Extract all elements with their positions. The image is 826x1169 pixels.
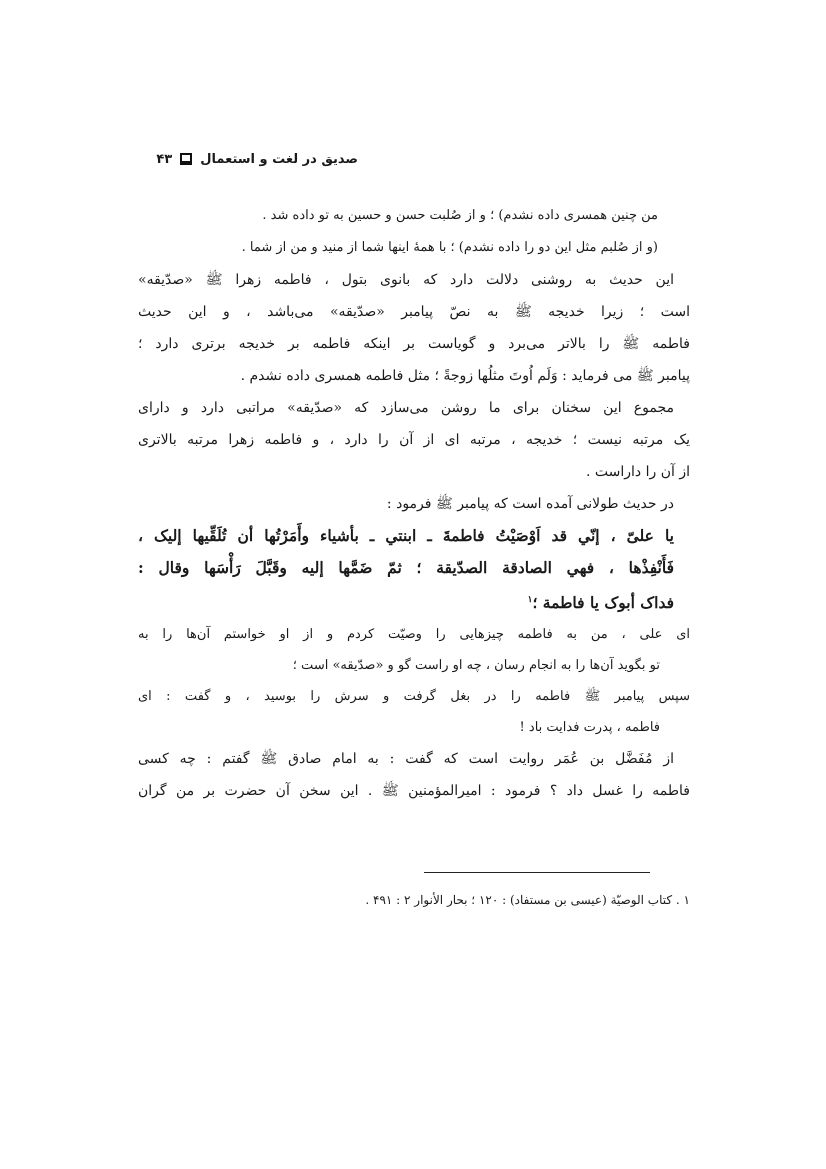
arabic-quote-text: فداک أبوک يا فاطمة ؛ [532, 593, 674, 613]
text-line: مجموع این سخنان برای ما روشن می‌سازد که «صدّیقه» مراتبی دارد و دارای [138, 400, 674, 416]
header-title: صدیق در لغت و استعمال [200, 151, 358, 167]
page-number: ۴۳ [156, 151, 173, 167]
arabic-quote-line [138, 584, 690, 619]
text-line: پیامبر ﷺ می فرماید : وَلَم اُوتَ مثلُها زوجةً ؛ مثل فاطمه همسری داده نشدم . [240, 368, 690, 384]
text-line: است ؛ زیرا خدیجه ﷺ به نصّ پیامبر «صدّیقه» می‌باشد ، و این حدیث [138, 304, 690, 320]
text-line: من چنین همسری داده نشدم) ؛ و از صُلبت حسن و حسین به تو داده شد . [262, 208, 658, 223]
footnote: ۱ . کتاب الوصیّة (عیسی بن مستفاد) : ۱۲۰ ؛ بحار الأنوار ۲ : ۴۹۱ . [365, 893, 690, 907]
text-line: از مُفَضَّل بن عُمَر روایت است که گفت : به امام صادق ﷺ گفتم : چه کسی [138, 751, 674, 768]
arabic-quote-line: فَأَنْفِذْها ، فهي الصادقة الصدّيقة ؛ ثمّ ضَمَّها إليه وقَبَّلَ رَأْسَها وقال : [138, 558, 674, 577]
text-line: از آن را داراست . [586, 464, 690, 480]
translation-line: تو بگوید آن‌ها را به انجام رسان ، چه او راست گو و «صدّیقه» است ؛ [292, 658, 660, 674]
footnote-divider [424, 872, 650, 873]
translation-line: سپس پیامبر ﷺ فاطمه را در بغل گرفت و سرش را بوسید ، و گفت : ای [138, 689, 690, 705]
text-line: فاطمه ﷺ را بالاتر می‌برد و گویاست بر اینکه فاطمه بر خدیجه برتری دارد ؛ [138, 336, 690, 352]
main-text [138, 200, 690, 807]
text-line: این حدیث به روشنی دلالت دارد که بانوی بتول ، فاطمه زهرا ﷺ «صدّیقه» [138, 272, 674, 288]
text-line: یک مرتبه نیست ؛ خدیجه ، مرتبه ای از آن را دارد ، و فاطمه زهرا مرتبه بالاتری [138, 432, 690, 448]
running-header [138, 146, 358, 172]
translation-line: ای علی ، من به فاطمه چیزهایی را وصیّت کردم و از او خواستم آن‌ها را به [138, 627, 690, 643]
translation-line: فاطمه ، پدرت فدایت باد ! [519, 720, 660, 736]
footnote-reference: ۱ [527, 595, 533, 605]
text-line: در حدیث طولانی آمده است که پیامبر ﷺ فرمود : [386, 496, 674, 512]
arabic-quote-line: یا علیّ ، إنّي قد اَوْصَیْتُ فاطمةَ ـ ابنتي ـ بأشياء وأَمَرْتُها أن تُلَقِّيها إليک ، [138, 526, 674, 545]
text-line: (و از صُلبم مثل این دو را داده نشدم) ؛ با همهٔ اینها شما از منید و من از شما . [241, 240, 658, 255]
square-ornament-icon [180, 153, 192, 165]
text-line: فاطمه را غسل داد ؟ فرمود : امیرالمؤمنین ﷺ . این سخن آن حضرت بر من گران [138, 783, 690, 800]
